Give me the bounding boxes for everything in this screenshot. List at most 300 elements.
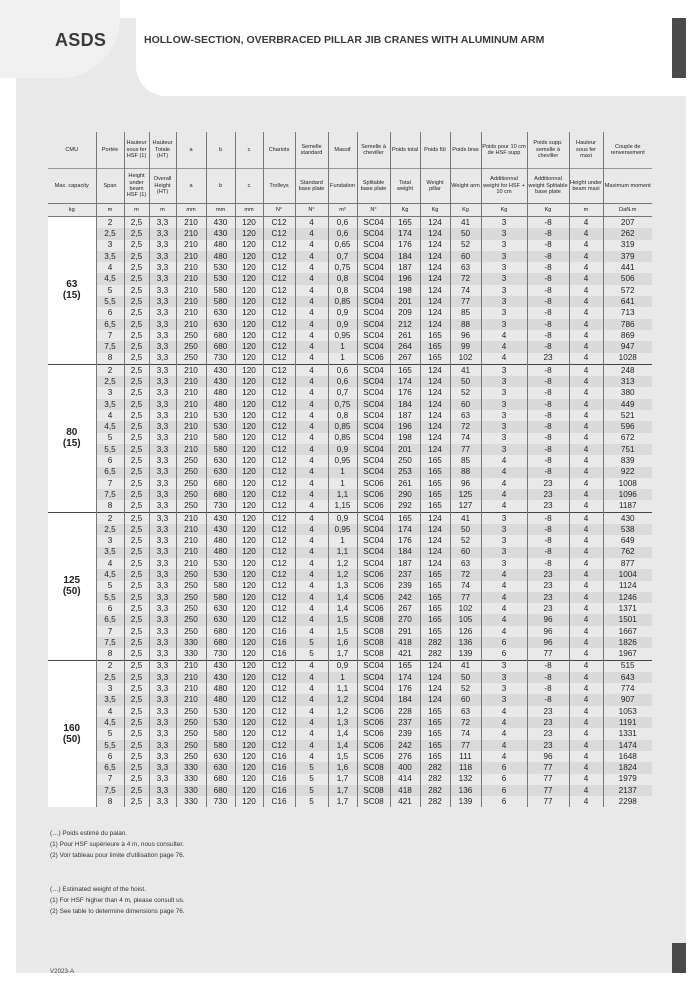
table-cell: 96: [527, 637, 569, 648]
column-header: Poids pour 10 cm de HSF supp: [481, 132, 527, 169]
table-cell: 2,5: [124, 262, 149, 273]
table-cell: 262: [603, 228, 652, 239]
table-cell: 4: [569, 660, 603, 672]
table-row: [48, 353, 652, 365]
table-cell: 4: [569, 706, 603, 717]
table-cell: 176: [390, 240, 420, 251]
table-cell: 250: [176, 489, 206, 500]
table-cell: 74: [450, 581, 481, 592]
table-cell: 250: [176, 728, 206, 739]
table-row: [48, 762, 652, 773]
table-cell: 6,5: [96, 614, 124, 625]
table-cell: 1004: [603, 569, 652, 580]
table-cell: 6,5: [96, 762, 124, 773]
table-cell: 210: [176, 547, 206, 558]
table-cell: 23: [527, 740, 569, 751]
table-cell: 641: [603, 296, 652, 307]
column-header: mm: [176, 204, 206, 217]
table-cell: 136: [450, 785, 481, 796]
table-cell: 4: [569, 353, 603, 365]
table-cell: 730: [206, 648, 235, 660]
table-cell: 2,5: [124, 500, 149, 512]
table-cell: 4: [295, 717, 328, 728]
table-cell: 136: [450, 637, 481, 648]
table-cell: 313: [603, 376, 652, 387]
table-cell: 1,7: [328, 785, 357, 796]
table-cell: 2,5: [124, 512, 149, 524]
table-cell: 3: [481, 433, 527, 444]
table-cell: 120: [235, 444, 263, 455]
table-cell: 165: [420, 467, 450, 478]
table-cell: C12: [263, 217, 295, 229]
table-cell: 77: [527, 648, 569, 660]
table-cell: 3,3: [149, 455, 176, 466]
table-cell: 4: [295, 444, 328, 455]
table-cell: 237: [390, 717, 420, 728]
cmu-cell: [48, 660, 96, 807]
table-cell: 4: [569, 410, 603, 421]
table-cell: 630: [206, 319, 235, 330]
table-cell: 174: [390, 228, 420, 239]
table-cell: SC08: [357, 796, 390, 807]
table-cell: 23: [527, 717, 569, 728]
table-cell: 3,3: [149, 535, 176, 546]
table-cell: 4: [481, 592, 527, 603]
column-header: Additionnal weight for HSF + 10 cm: [481, 169, 527, 204]
table-cell: C12: [263, 694, 295, 705]
table-row: [48, 581, 652, 592]
table-cell: SC04: [357, 444, 390, 455]
table-cell: 4: [481, 489, 527, 500]
table-cell: 8: [96, 648, 124, 660]
table-cell: 120: [235, 376, 263, 387]
column-header: c: [235, 169, 263, 204]
table-cell: 210: [176, 512, 206, 524]
table-cell: 174: [390, 376, 420, 387]
table-cell: 210: [176, 228, 206, 239]
table-cell: 85: [450, 307, 481, 318]
table-cell: 196: [390, 421, 420, 432]
table-cell: 430: [206, 512, 235, 524]
table-cell: 2,5: [124, 637, 149, 648]
table-cell: 430: [603, 512, 652, 524]
brand: ASDS: [55, 30, 107, 50]
table-cell: 120: [235, 273, 263, 284]
table-cell: 430: [206, 672, 235, 683]
table-cell: C12: [263, 558, 295, 569]
table-cell: 480: [206, 547, 235, 558]
table-cell: 580: [206, 740, 235, 751]
table-cell: 3,3: [149, 614, 176, 625]
table-cell: SC06: [357, 592, 390, 603]
table-cell: 4: [295, 285, 328, 296]
table-cell: 3,3: [149, 330, 176, 341]
table-cell: 680: [206, 637, 235, 648]
table-cell: 1,2: [328, 569, 357, 580]
table-cell: 4: [295, 228, 328, 239]
table-cell: 253: [390, 467, 420, 478]
table-cell: 2,5: [124, 251, 149, 262]
table-cell: SC04: [357, 228, 390, 239]
table-cell: 680: [206, 330, 235, 341]
table-cell: 3,3: [149, 273, 176, 284]
table-cell: 480: [206, 535, 235, 546]
table-cell: 210: [176, 273, 206, 284]
table-cell: 120: [235, 581, 263, 592]
table-cell: 63: [450, 262, 481, 273]
table-cell: 4: [481, 478, 527, 489]
table-cell: 1501: [603, 614, 652, 625]
table-cell: 264: [390, 341, 420, 352]
table-cell: 52: [450, 683, 481, 694]
table-cell: 3: [96, 683, 124, 694]
table-cell: 4: [295, 455, 328, 466]
table-cell: 4: [569, 603, 603, 614]
table-cell: 52: [450, 387, 481, 398]
table-cell: 1648: [618, 751, 637, 761]
table-cell: 1: [328, 478, 357, 489]
table-cell: 111: [450, 751, 481, 762]
table-cell: 4: [295, 341, 328, 352]
table-cell: 3,3: [149, 364, 176, 376]
table-cell: 124: [420, 364, 450, 376]
table-cell: C12: [263, 353, 295, 365]
table-cell: 6: [481, 762, 527, 773]
table-cell: 4: [295, 319, 328, 330]
table-cell: SC08: [357, 637, 390, 648]
cmu-sub-value: (15): [62, 290, 81, 302]
table-cell: 7: [96, 626, 124, 637]
table-cell: 7,5: [96, 341, 124, 352]
table-cell: 4: [295, 603, 328, 614]
table-cell: 3: [481, 364, 527, 376]
table-cell: 250: [176, 467, 206, 478]
column-header: c: [235, 132, 263, 169]
header-row-en: [48, 169, 652, 204]
table-cell: -8: [527, 273, 569, 284]
table-cell: 774: [620, 684, 635, 694]
table-cell: 4: [295, 683, 328, 694]
table-cell: SC08: [357, 785, 390, 796]
table-cell: 1: [328, 341, 357, 352]
table-cell: 4: [295, 547, 328, 558]
table-cell: 3,3: [149, 217, 176, 229]
column-header: N°: [357, 204, 390, 217]
table-cell: 23: [527, 581, 569, 592]
table-body: [48, 217, 652, 808]
table-cell: 730: [206, 796, 235, 807]
table-cell: 1979: [618, 774, 637, 784]
column-header: Standard base plate: [295, 169, 328, 204]
table-cell: 77: [527, 774, 569, 785]
table-cell: 418: [390, 637, 420, 648]
table-cell: 3,3: [149, 683, 176, 694]
table-cell: 74: [450, 728, 481, 739]
table-cell: SC06: [357, 603, 390, 614]
table-cell: 6: [481, 774, 527, 785]
table-cell: 210: [176, 410, 206, 421]
table-cell: 210: [176, 319, 206, 330]
table-cell: -8: [527, 240, 569, 251]
table-cell: 4: [569, 217, 603, 229]
notes-fr: [50, 828, 184, 861]
table-cell: 139: [450, 648, 481, 660]
right-edge-bar-bottom: [672, 943, 686, 973]
table-cell: 4: [295, 535, 328, 546]
table-cell: -8: [527, 433, 569, 444]
table-cell: 3: [481, 296, 527, 307]
table-row: [48, 399, 652, 410]
table-cell: 165: [420, 626, 450, 637]
table-cell: 869: [620, 330, 635, 340]
table-cell: -8: [527, 330, 569, 341]
table-cell: 88: [450, 319, 481, 330]
table-cell: 63: [450, 706, 481, 717]
table-cell: 4: [569, 740, 603, 751]
table-cell: 0,9: [328, 444, 357, 455]
table-cell: 88: [450, 467, 481, 478]
table-row: [48, 694, 652, 705]
table-cell: 99: [450, 341, 481, 352]
column-header: Couple de renversement: [610, 143, 645, 156]
table-cell: 1246: [603, 592, 652, 603]
column-header: CMU: [48, 132, 96, 169]
table-row: [48, 421, 652, 432]
table-cell: 50: [450, 228, 481, 239]
table-cell: C12: [263, 660, 295, 672]
column-header: Kg: [390, 204, 420, 217]
table-cell: 8: [96, 353, 124, 365]
table-cell: 250: [176, 740, 206, 751]
table-row: [48, 626, 652, 637]
table-cell: C16: [263, 751, 295, 762]
table-cell: 3,5: [96, 251, 124, 262]
table-cell: 330: [176, 796, 206, 807]
table-cell: 3,3: [149, 603, 176, 614]
table-cell: 210: [176, 444, 206, 455]
table-cell: 210: [176, 376, 206, 387]
table-cell: 187: [390, 558, 420, 569]
table-cell: 72: [450, 717, 481, 728]
table-cell: 3: [96, 535, 124, 546]
table-cell: 3,3: [149, 240, 176, 251]
table-cell: 120: [235, 251, 263, 262]
table-cell: 4: [96, 262, 124, 273]
table-cell: -8: [527, 376, 569, 387]
table-cell: 124: [420, 285, 450, 296]
table-cell: 4,5: [96, 717, 124, 728]
table-cell: 3,3: [149, 626, 176, 637]
table-cell: 4: [295, 330, 328, 341]
table-cell: 3: [481, 410, 527, 421]
table-cell: 2,5: [124, 524, 149, 535]
table-cell: 3: [481, 251, 527, 262]
table-row: [48, 512, 652, 524]
table-cell: 72: [450, 569, 481, 580]
table-cell: 4: [569, 637, 603, 648]
table-cell: 228: [390, 706, 420, 717]
table-cell: 2,5: [124, 387, 149, 398]
table-cell: 124: [420, 217, 450, 229]
table-cell: 4: [569, 694, 603, 705]
note-line: (2) See table to determine dimensions page 76.: [50, 908, 185, 915]
table-cell: SC06: [357, 478, 390, 489]
table-cell: 3,3: [149, 547, 176, 558]
table-cell: -8: [527, 228, 569, 239]
table-cell: 165: [390, 217, 420, 229]
table-cell: 4: [481, 353, 527, 365]
table-cell: 3: [481, 512, 527, 524]
table-cell: 530: [206, 706, 235, 717]
table-cell: SC06: [357, 706, 390, 717]
table-cell: 0,85: [328, 421, 357, 432]
table-cell: 120: [235, 717, 263, 728]
table-cell: 0,9: [328, 660, 357, 672]
table-cell: 4: [295, 399, 328, 410]
table-cell: 282: [420, 796, 450, 807]
table-cell: 4: [569, 444, 603, 455]
table-cell: 3,3: [149, 592, 176, 603]
table-cell: 0,6: [328, 364, 357, 376]
table-cell: 0,7: [328, 387, 357, 398]
table-cell: 3,3: [149, 728, 176, 739]
table-cell: 4: [295, 307, 328, 318]
table-cell: 8: [96, 796, 124, 807]
cmu-value: 80: [66, 427, 78, 439]
table-cell: 580: [206, 296, 235, 307]
table-cell: 2,5: [124, 376, 149, 387]
table-cell: 3,3: [149, 353, 176, 365]
table-cell: 730: [206, 353, 235, 365]
column-header: mm: [235, 204, 263, 217]
table-cell: 4: [96, 410, 124, 421]
table-cell: 3: [481, 228, 527, 239]
column-header: b: [206, 169, 235, 204]
table-cell: C12: [263, 285, 295, 296]
table-cell: 239: [390, 581, 420, 592]
page-title: HOLLOW-SECTION, OVERBRACED PILLAR JIB CRANES WITH ALUMINUM ARM: [144, 34, 545, 46]
table-cell: 4: [481, 467, 527, 478]
table-cell: 4: [295, 273, 328, 284]
table-cell: 120: [235, 706, 263, 717]
table-cell: 120: [235, 240, 263, 251]
table-cell: 2,5: [96, 228, 124, 239]
table-cell: 250: [176, 341, 206, 352]
table-cell: -8: [527, 387, 569, 398]
table-cell: 6: [96, 455, 124, 466]
table-cell: 4: [295, 558, 328, 569]
table-cell: 3,3: [149, 262, 176, 273]
table-cell: 2,5: [124, 410, 149, 421]
table-cell: 3,3: [149, 706, 176, 717]
table-cell: 3,3: [149, 251, 176, 262]
table-cell: 680: [206, 489, 235, 500]
table-cell: 2,5: [124, 228, 149, 239]
table-cell: 4: [295, 751, 328, 762]
table-cell: 3,3: [149, 524, 176, 535]
table-cell: 530: [206, 558, 235, 569]
table-cell: -8: [527, 251, 569, 262]
column-header: Hauteur sous fer maxi: [569, 132, 603, 169]
table-cell: 3: [481, 307, 527, 318]
table-cell: 877: [620, 558, 635, 568]
table-cell: C12: [263, 467, 295, 478]
table-cell: 4: [96, 558, 124, 569]
table-cell: C12: [263, 569, 295, 580]
table-cell: 120: [235, 535, 263, 546]
table-row: [48, 319, 652, 330]
table-cell: 414: [390, 774, 420, 785]
table-cell: 282: [420, 762, 450, 773]
table-cell: 2,5: [124, 558, 149, 569]
table-cell: 4: [569, 387, 603, 398]
table-cell: 125: [450, 489, 481, 500]
note-line: (…) Poids estimé du palan.: [50, 830, 128, 837]
table-cell: C12: [263, 455, 295, 466]
table-cell: 4: [481, 751, 527, 762]
table-cell: 120: [235, 500, 263, 512]
cmu-sub-value: (50): [62, 586, 81, 598]
table-cell: SC04: [357, 262, 390, 273]
table-cell: 3,3: [149, 694, 176, 705]
table-cell: 4: [295, 467, 328, 478]
column-header: N°: [263, 204, 295, 217]
table-cell: 23: [527, 592, 569, 603]
table-cell: 4: [569, 592, 603, 603]
table-cell: 23: [527, 478, 569, 489]
table-cell: 580: [206, 444, 235, 455]
table-cell: 1,3: [328, 717, 357, 728]
column-header: m: [96, 204, 124, 217]
table-cell: C16: [263, 648, 295, 660]
table-cell: 630: [206, 614, 235, 625]
table-cell: 3,3: [149, 648, 176, 660]
table-cell: 2,5: [124, 728, 149, 739]
table-cell: 120: [235, 421, 263, 432]
table-cell: 4: [295, 569, 328, 580]
table-cell: C12: [263, 341, 295, 352]
table-cell: 2,5: [124, 740, 149, 751]
table-cell: SC04: [357, 672, 390, 683]
table-row: [48, 524, 652, 535]
table-row: [48, 433, 652, 444]
table-cell: 250: [176, 455, 206, 466]
table-cell: 102: [450, 603, 481, 614]
table-cell: 430: [206, 660, 235, 672]
column-header: Poids total: [390, 132, 420, 169]
table-cell: -8: [527, 512, 569, 524]
table-cell: 165: [420, 489, 450, 500]
table-cell: 2,5: [124, 796, 149, 807]
table-cell: SC04: [357, 364, 390, 376]
table-cell: 124: [420, 399, 450, 410]
table-row: [48, 774, 652, 785]
table-cell: 530: [206, 717, 235, 728]
table-cell: 2,5: [124, 717, 149, 728]
table-cell: 120: [235, 387, 263, 398]
table-row: [48, 660, 652, 672]
table-cell: 4: [569, 421, 603, 432]
table-cell: 210: [176, 387, 206, 398]
table-cell: 4: [569, 569, 603, 580]
table-cell: 4,5: [96, 569, 124, 580]
table-cell: 3,3: [149, 467, 176, 478]
table-cell: 120: [235, 489, 263, 500]
table-cell: 120: [235, 728, 263, 739]
table-cell: 1667: [618, 626, 637, 636]
table-cell: 250: [176, 500, 206, 512]
table-cell: 120: [235, 262, 263, 273]
